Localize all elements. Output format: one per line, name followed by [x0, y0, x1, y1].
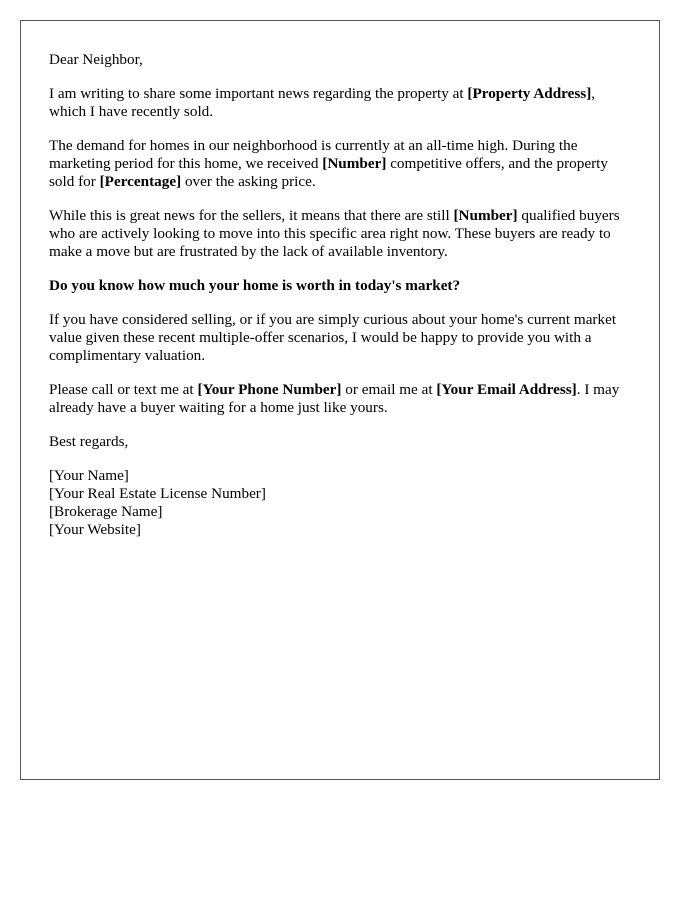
paragraph-text: over the asking price.: [181, 173, 316, 190]
placeholder-percentage: [Percentage]: [99, 173, 182, 190]
question-heading: [49, 277, 631, 295]
placeholder-phone: [Your Phone Number]: [197, 381, 342, 398]
closing: Best regards,: [49, 433, 129, 450]
signature-brokerage: [Brokerage Name]: [49, 503, 163, 520]
signature-website: [Your Website]: [49, 521, 141, 538]
question-text: Do you know how much your home is worth in today's market?: [49, 277, 461, 294]
paragraph-text: qualified buyers who are actively looking to move into this specific area right now. These buyers are ready to make a move but are frustrated by the lack of available inventory.: [49, 207, 620, 260]
paragraph-text: . I may already have a buyer waiting for a home just like yours.: [49, 381, 620, 416]
paragraph-text: Please call or text me at: [49, 381, 198, 398]
paragraph-text: I am writing to share some important news regarding the property at: [49, 85, 468, 102]
placeholder-property-address: [Property Address]: [467, 85, 592, 102]
paragraph-text: or email me at: [341, 381, 437, 398]
paragraph-property-sold: [49, 85, 631, 121]
letter-document: [20, 20, 660, 780]
paragraph-demand: [49, 137, 631, 191]
signature-license: [Your Real Estate License Number]: [49, 485, 266, 502]
paragraph-text: The demand for homes in our neighborhood is currently at an all-time high. During the marketing period for this home, we received: [49, 137, 578, 172]
paragraph-buyers: [49, 207, 631, 261]
paragraph-text: While this is great news for the sellers, it means that there are still: [49, 207, 454, 224]
signature-name: [Your Name]: [49, 467, 129, 484]
paragraph-valuation: If you have considered selling, or if you are simply curious about your home's current market value given these recent multiple-offer scenarios, I would be happy to provide you with a complimentary valuation.: [49, 311, 617, 364]
signature-block: [49, 467, 631, 539]
placeholder-email: [Your Email Address]: [436, 381, 577, 398]
paragraph-text: competitive offers, and the property sold for: [49, 155, 608, 190]
paragraph-contact: [49, 381, 631, 417]
placeholder-number-offers: [Number]: [322, 155, 387, 172]
placeholder-number-buyers: [Number]: [453, 207, 518, 224]
paragraph-text: , which I have recently sold.: [49, 85, 596, 120]
greeting: Dear Neighbor,: [49, 51, 143, 68]
